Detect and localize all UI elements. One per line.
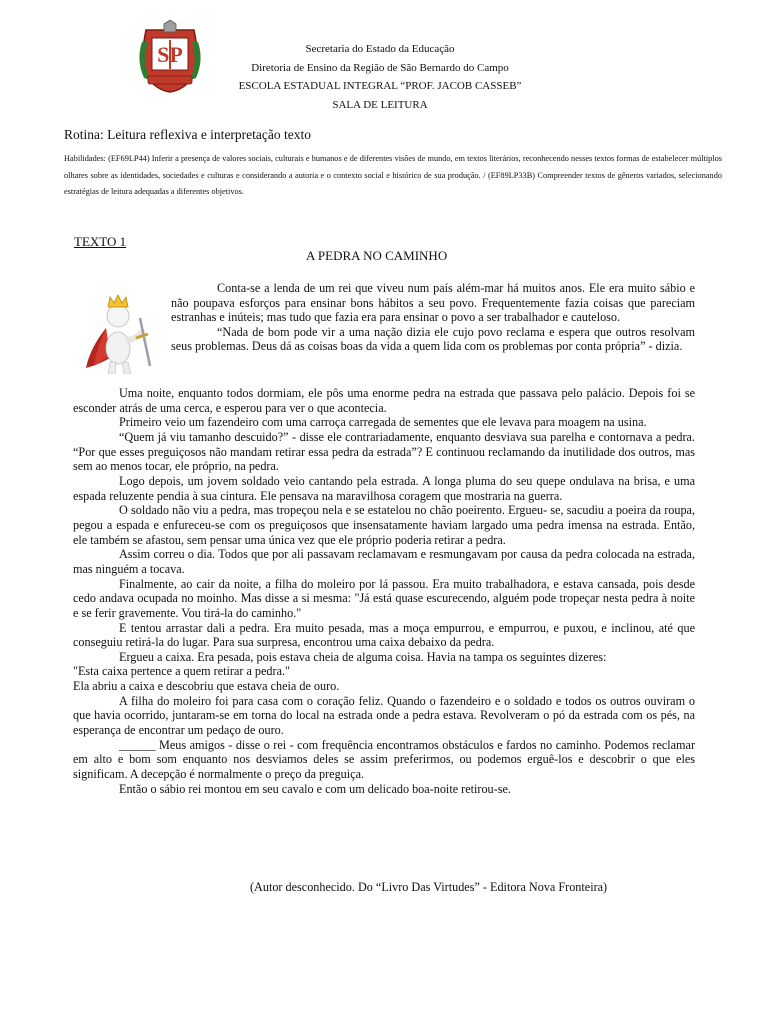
sao-paulo-crest-logo bbox=[136, 20, 204, 94]
story-paragraph: Finalmente, ao cair da noite, a filha do moleiro por lá passou. Era muito trabalhadora, e estava cansada, pois desde cedo andava ocupada no moinho. Mas disse a si mesma: "Já está quase escurecendo, alguém pode tropeçar nesta pedra à noite e se ferir gravemente. Vou tirá-la do caminho." bbox=[73, 576, 695, 620]
source-credit: (Autor desconhecido. Do “Livro Das Virtudes” - Editora Nova Fronteira) bbox=[250, 880, 608, 894]
habilidades-text: Habilidades: (EF69LP44) Inferir a presença de valores sociais, culturais e humanos e de diferentes visões de mundo, em textos literários, reconhecendo nesses textos formas de estabelecer múltiplos olhares sobre as identidades, sociedades e culturas e considerando a autoria e o contexto social e histórico de sua produção. / (EF89LP33B) Compreender textos de gêneros variados, selecionando estratégias de leitura adequadas a diferentes objetivos. bbox=[64, 154, 722, 196]
story-paragraph: Logo depois, um jovem soldado veio cantando pela estrada. A longa pluma do seu quepe ondulava na brisa, e uma espada reluzente pendia à sua cintura. Ele pensava na maravilhosa coragem que mostraria na guerra. bbox=[73, 473, 695, 503]
story-paragraph: "Esta caixa pertence a quem retirar a pedra." bbox=[73, 664, 291, 679]
rotina-line: Rotina: Leitura reflexiva e interpretação texto bbox=[64, 127, 312, 142]
story-title: A PEDRA NO CAMINHO bbox=[306, 248, 448, 263]
story-body bbox=[73, 386, 695, 796]
story-paragraph: ______ Meus amigos - disse o rei - com frequência encontramos obstáculos e fardos no caminho. Podemos reclamar em alto e bom som enquanto nos desviamos deles se assim preferirmos, ou podemos erguê-los e descobrir o que eles significam. A decepção é normalmente o preço da preguiça. bbox=[73, 737, 695, 782]
header-line-escola: ESCOLA ESTADUAL INTEGRAL “PROF. JACOB CASSEB” bbox=[238, 80, 522, 92]
story-paragraph: A filha do moleiro foi para casa com o coração feliz. Quando o fazendeiro e o soldado e todos os outros ouviram o que havia ocorrido, juntaram-se em torna do local na estrada onde a pedra estava. Revolveram o pó da estrada com os pés, na esperança de encontrar um pedaço de ouro. bbox=[73, 693, 695, 738]
intro-paragraph: Conta-se a lenda de um rei que viveu num país além-mar há muitos anos. Ele era muito sábio e não poupava esforços para ensinar bons hábitos a seu povo. Frequentemente fazia coisas que pareciam estranhas e inúteis; mas tudo que fazia era para ensinar o povo a ser trabalhador e cauteloso. bbox=[171, 281, 695, 325]
story-paragraph: O soldado não viu a pedra, mas tropeçou nela e se estatelou no chão poeirento. Ergueu- se, sacudiu a poeira da roupa, pegou a espada e enfureceu-se com os preguiçosos que insensatamente haviam largado uma pedra imensa na estrada. Então, ele também se afastou, sem pensar uma única vez que ele próprio poderia retirar a pedra. bbox=[73, 503, 695, 547]
school-header bbox=[210, 40, 550, 114]
story-intro bbox=[171, 281, 695, 354]
king-figure-image bbox=[80, 288, 160, 374]
texto-label: TEXTO 1 bbox=[74, 234, 127, 249]
header-line-secretaria: Secretaria do Estado da Educação bbox=[305, 43, 455, 55]
crest-letters: SP bbox=[157, 42, 183, 67]
header-line-diretoria: Diretoria de Ensino da Região de São Bernardo do Campo bbox=[251, 61, 509, 74]
story-paragraph: Primeiro veio um fazendeiro com uma carroça carregada de sementes que ele levava para moagem na usina. bbox=[119, 415, 647, 430]
story-paragraph: Ergueu a caixa. Era pesada, pois estava cheia de alguma coisa. Havia na tampa os seguintes dizeres: bbox=[119, 649, 607, 664]
intro-paragraph: “Nada de bom pode vir a uma nação dizia ele cujo povo reclama e espera que outros resolvam seus problemas. Deus dá as coisas boas da vida a quem lida com os problemas por conta própria” - dizia. bbox=[171, 324, 695, 354]
header-line-sala: SALA DE LEITURA bbox=[332, 98, 428, 111]
story-paragraph: Então o sábio rei montou em seu cavalo e com um delicado boa-noite retirou-se. bbox=[119, 781, 511, 796]
story-paragraph: Uma noite, enquanto todos dormiam, ele pôs uma enorme pedra na estrada que passava pelo palácio. Depois foi se esconder atrás de uma cerca, e esperou para ver o que acontecia. bbox=[73, 386, 695, 415]
story-paragraph: Ela abriu a caixa e descobriu que estava cheia de ouro. bbox=[73, 679, 340, 694]
story-paragraph: Assim correu o dia. Todos que por ali passavam reclamavam e resmungavam por causa da pedra colocada na estrada, mas ninguém a tocava. bbox=[73, 547, 695, 576]
story-paragraph: E tentou arrastar dali a pedra. Era muito pesada, mas a moça empurrou, e empurrou, e puxou, e inclinou, até que conseguiu retirá-la do lugar. Para sua surpresa, encontrou uma caixa debaixo da pedra. bbox=[73, 620, 695, 650]
story-paragraph: “Quem já viu tamanho descuido?” - disse ele contrariadamente, enquanto desviava sua parelha e contornava a pedra. “Por que esses preguiçosos não mandam retirar essa pedra da estrada”? E continuou reclamando da inutilidade dos outros, mas sem ao menos tocar, ele próprio, na pedra. bbox=[73, 429, 695, 474]
